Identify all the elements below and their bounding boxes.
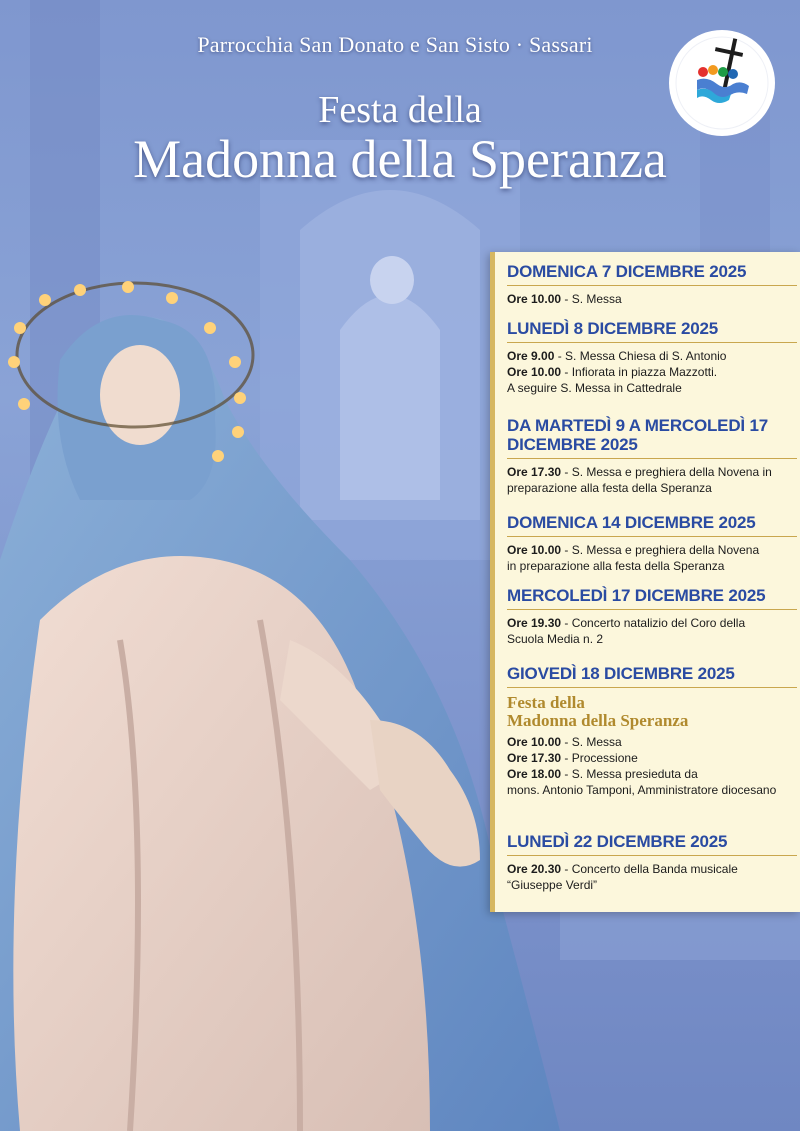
event-text: preparazione alla festa della Speranza xyxy=(507,481,712,495)
divider xyxy=(507,536,797,537)
event-heading: DOMENICA 14 DICEMBRE 2025 xyxy=(507,513,756,532)
event-text: - S. Messa xyxy=(561,735,622,749)
event-text: - S. Messa Chiesa di S. Antonio xyxy=(554,349,727,363)
event-dec-7 xyxy=(507,262,797,307)
event-dec-17 xyxy=(507,586,797,647)
event-time: Ore 9.00 xyxy=(507,349,555,363)
event-text: A seguire S. Messa in Cattedrale xyxy=(507,381,682,395)
jubilee-logo xyxy=(667,28,777,138)
event-time: Ore 20.30 xyxy=(507,862,562,876)
event-heading: GIOVEDÌ 18 DICEMBRE 2025 xyxy=(507,664,735,683)
event-time: Ore 10.00 xyxy=(507,365,562,379)
event-text: - S. Messa xyxy=(561,292,622,306)
title-line-1: Festa della xyxy=(318,89,482,131)
event-text: in preparazione alla festa della Speranza xyxy=(507,559,725,573)
event-dec-14 xyxy=(507,513,797,574)
event-dec-22 xyxy=(507,832,797,893)
event-line xyxy=(507,464,797,480)
feast-title xyxy=(507,694,797,730)
divider xyxy=(507,609,797,610)
event-heading: LUNEDÌ 8 DICEMBRE 2025 xyxy=(507,319,718,338)
event-time: Ore 18.00 xyxy=(507,767,562,781)
title-line-2: Madonna della Speranza xyxy=(133,129,667,189)
event-line xyxy=(507,734,797,750)
event-text: - Concerto natalizio del Coro della xyxy=(561,616,746,630)
event-line xyxy=(507,782,797,798)
divider xyxy=(507,855,797,856)
event-heading: LUNEDÌ 22 DICEMBRE 2025 xyxy=(507,832,728,851)
jubilee-cross-pilgrims-icon xyxy=(667,28,777,138)
feast-title-line-1: Festa della xyxy=(507,693,585,712)
event-line xyxy=(507,542,797,558)
event-text: - S. Messa e preghiera della Novena xyxy=(561,543,760,557)
feast-title-line-2: Madonna della Speranza xyxy=(507,711,689,730)
event-text: - S. Messa e preghiera della Novena in xyxy=(561,465,772,479)
event-time: Ore 10.00 xyxy=(507,735,562,749)
event-line xyxy=(507,750,797,766)
divider xyxy=(507,458,797,459)
event-text: mons. Antonio Tamponi, Amministratore diocesano xyxy=(507,783,777,797)
event-time: Ore 19.30 xyxy=(507,616,562,630)
event-line xyxy=(507,861,797,877)
event-line xyxy=(507,615,797,631)
event-line xyxy=(507,558,797,574)
event-text: Scuola Media n. 2 xyxy=(507,632,604,646)
event-text: - S. Messa presieduta da xyxy=(561,767,698,781)
event-line xyxy=(507,291,797,307)
event-heading: DA MARTEDÌ 9 A MERCOLEDÌ 17 DICEMBRE 2025 xyxy=(507,416,768,454)
event-line xyxy=(507,766,797,782)
event-dec-8 xyxy=(507,319,797,396)
event-heading: MERCOLEDÌ 17 DICEMBRE 2025 xyxy=(507,586,766,605)
divider xyxy=(507,342,797,343)
event-line xyxy=(507,480,797,496)
program-panel xyxy=(490,252,800,912)
event-line xyxy=(507,631,797,647)
event-dec-18 xyxy=(507,664,797,798)
event-time: Ore 10.00 xyxy=(507,292,562,306)
event-time: Ore 10.00 xyxy=(507,543,562,557)
event-time: Ore 17.30 xyxy=(507,465,562,479)
divider xyxy=(507,285,797,286)
parish-name: Parrocchia San Donato e San Sisto · Sassari xyxy=(197,32,593,57)
event-text: “Giuseppe Verdi” xyxy=(507,878,598,892)
event-line xyxy=(507,380,797,396)
event-line xyxy=(507,877,797,893)
event-time: Ore 17.30 xyxy=(507,751,562,765)
event-line xyxy=(507,348,797,364)
panel-accent-bar xyxy=(490,252,495,912)
event-heading: DOMENICA 7 DICEMBRE 2025 xyxy=(507,262,747,281)
divider xyxy=(507,687,797,688)
event-text: - Processione xyxy=(561,751,638,765)
event-text: - Concerto della Banda musicale xyxy=(561,862,738,876)
event-text: - Infiorata in piazza Mazzotti. xyxy=(561,365,718,379)
event-dec-9-17 xyxy=(507,416,797,496)
event-line xyxy=(507,364,797,380)
